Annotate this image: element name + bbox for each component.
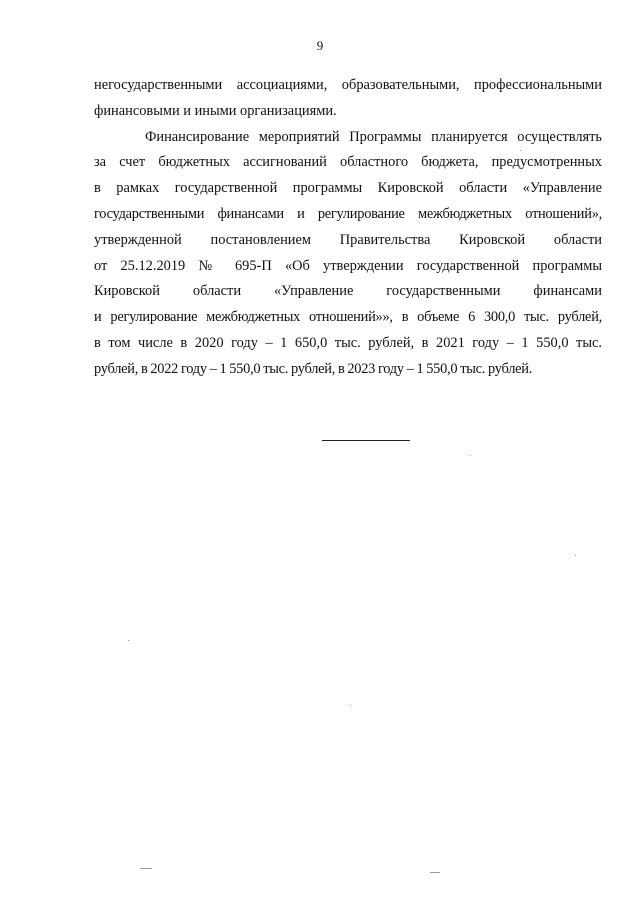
scan-speck	[350, 705, 351, 706]
paragraph-2-line-2: за счет бюджетных ассигнований областного бюджета, предусмотренных	[94, 154, 602, 171]
paragraph-2-line-3: в рамках государственной программы Кировской области «Управление	[94, 180, 602, 197]
paragraph-2-line-10: рублей, в 2022 году – 1 550,0 тыс. рублей, в 2023 году – 1 550,0 тыс. рублей.	[94, 360, 533, 377]
paragraph-1-line-2: финансовыми и иными организациями.	[94, 102, 337, 119]
scan-speck	[140, 868, 152, 869]
paragraph-2-line-6: от 25.12.2019 № 695-П «Об утверждении государственной программы	[94, 257, 602, 274]
scan-speck	[520, 150, 521, 151]
scan-speck	[575, 555, 576, 556]
document-body	[94, 73, 602, 383]
scan-speck	[128, 640, 129, 641]
end-separator-line	[322, 440, 410, 441]
paragraph-2-line-8: и регулирование межбюджетных отношений»», в объеме 6 300,0 тыс. рублей,	[94, 309, 602, 326]
paragraph-1-line-1: негосударственными ассоциациями, образовательными, профессиональными	[94, 77, 602, 93]
paragraph-2-line-4: государственными финансами и регулирование межбюджетных отношений»,	[94, 205, 602, 222]
page-number: 9	[316, 38, 324, 53]
paragraph-2-line-9: в том числе в 2020 году – 1 650,0 тыс. рублей, в 2021 году – 1 550,0 тыс.	[94, 334, 602, 351]
paragraph-2-line-5: утвержденной постановлением Правительства Кировской области	[94, 231, 602, 248]
scan-speck	[470, 455, 471, 456]
paragraph-2-line-7: Кировской области «Управление государственными финансами	[94, 283, 602, 300]
paragraph-2-line-1: Финансирование мероприятий Программы планируется осуществлять	[145, 128, 602, 145]
scan-speck	[430, 872, 440, 873]
